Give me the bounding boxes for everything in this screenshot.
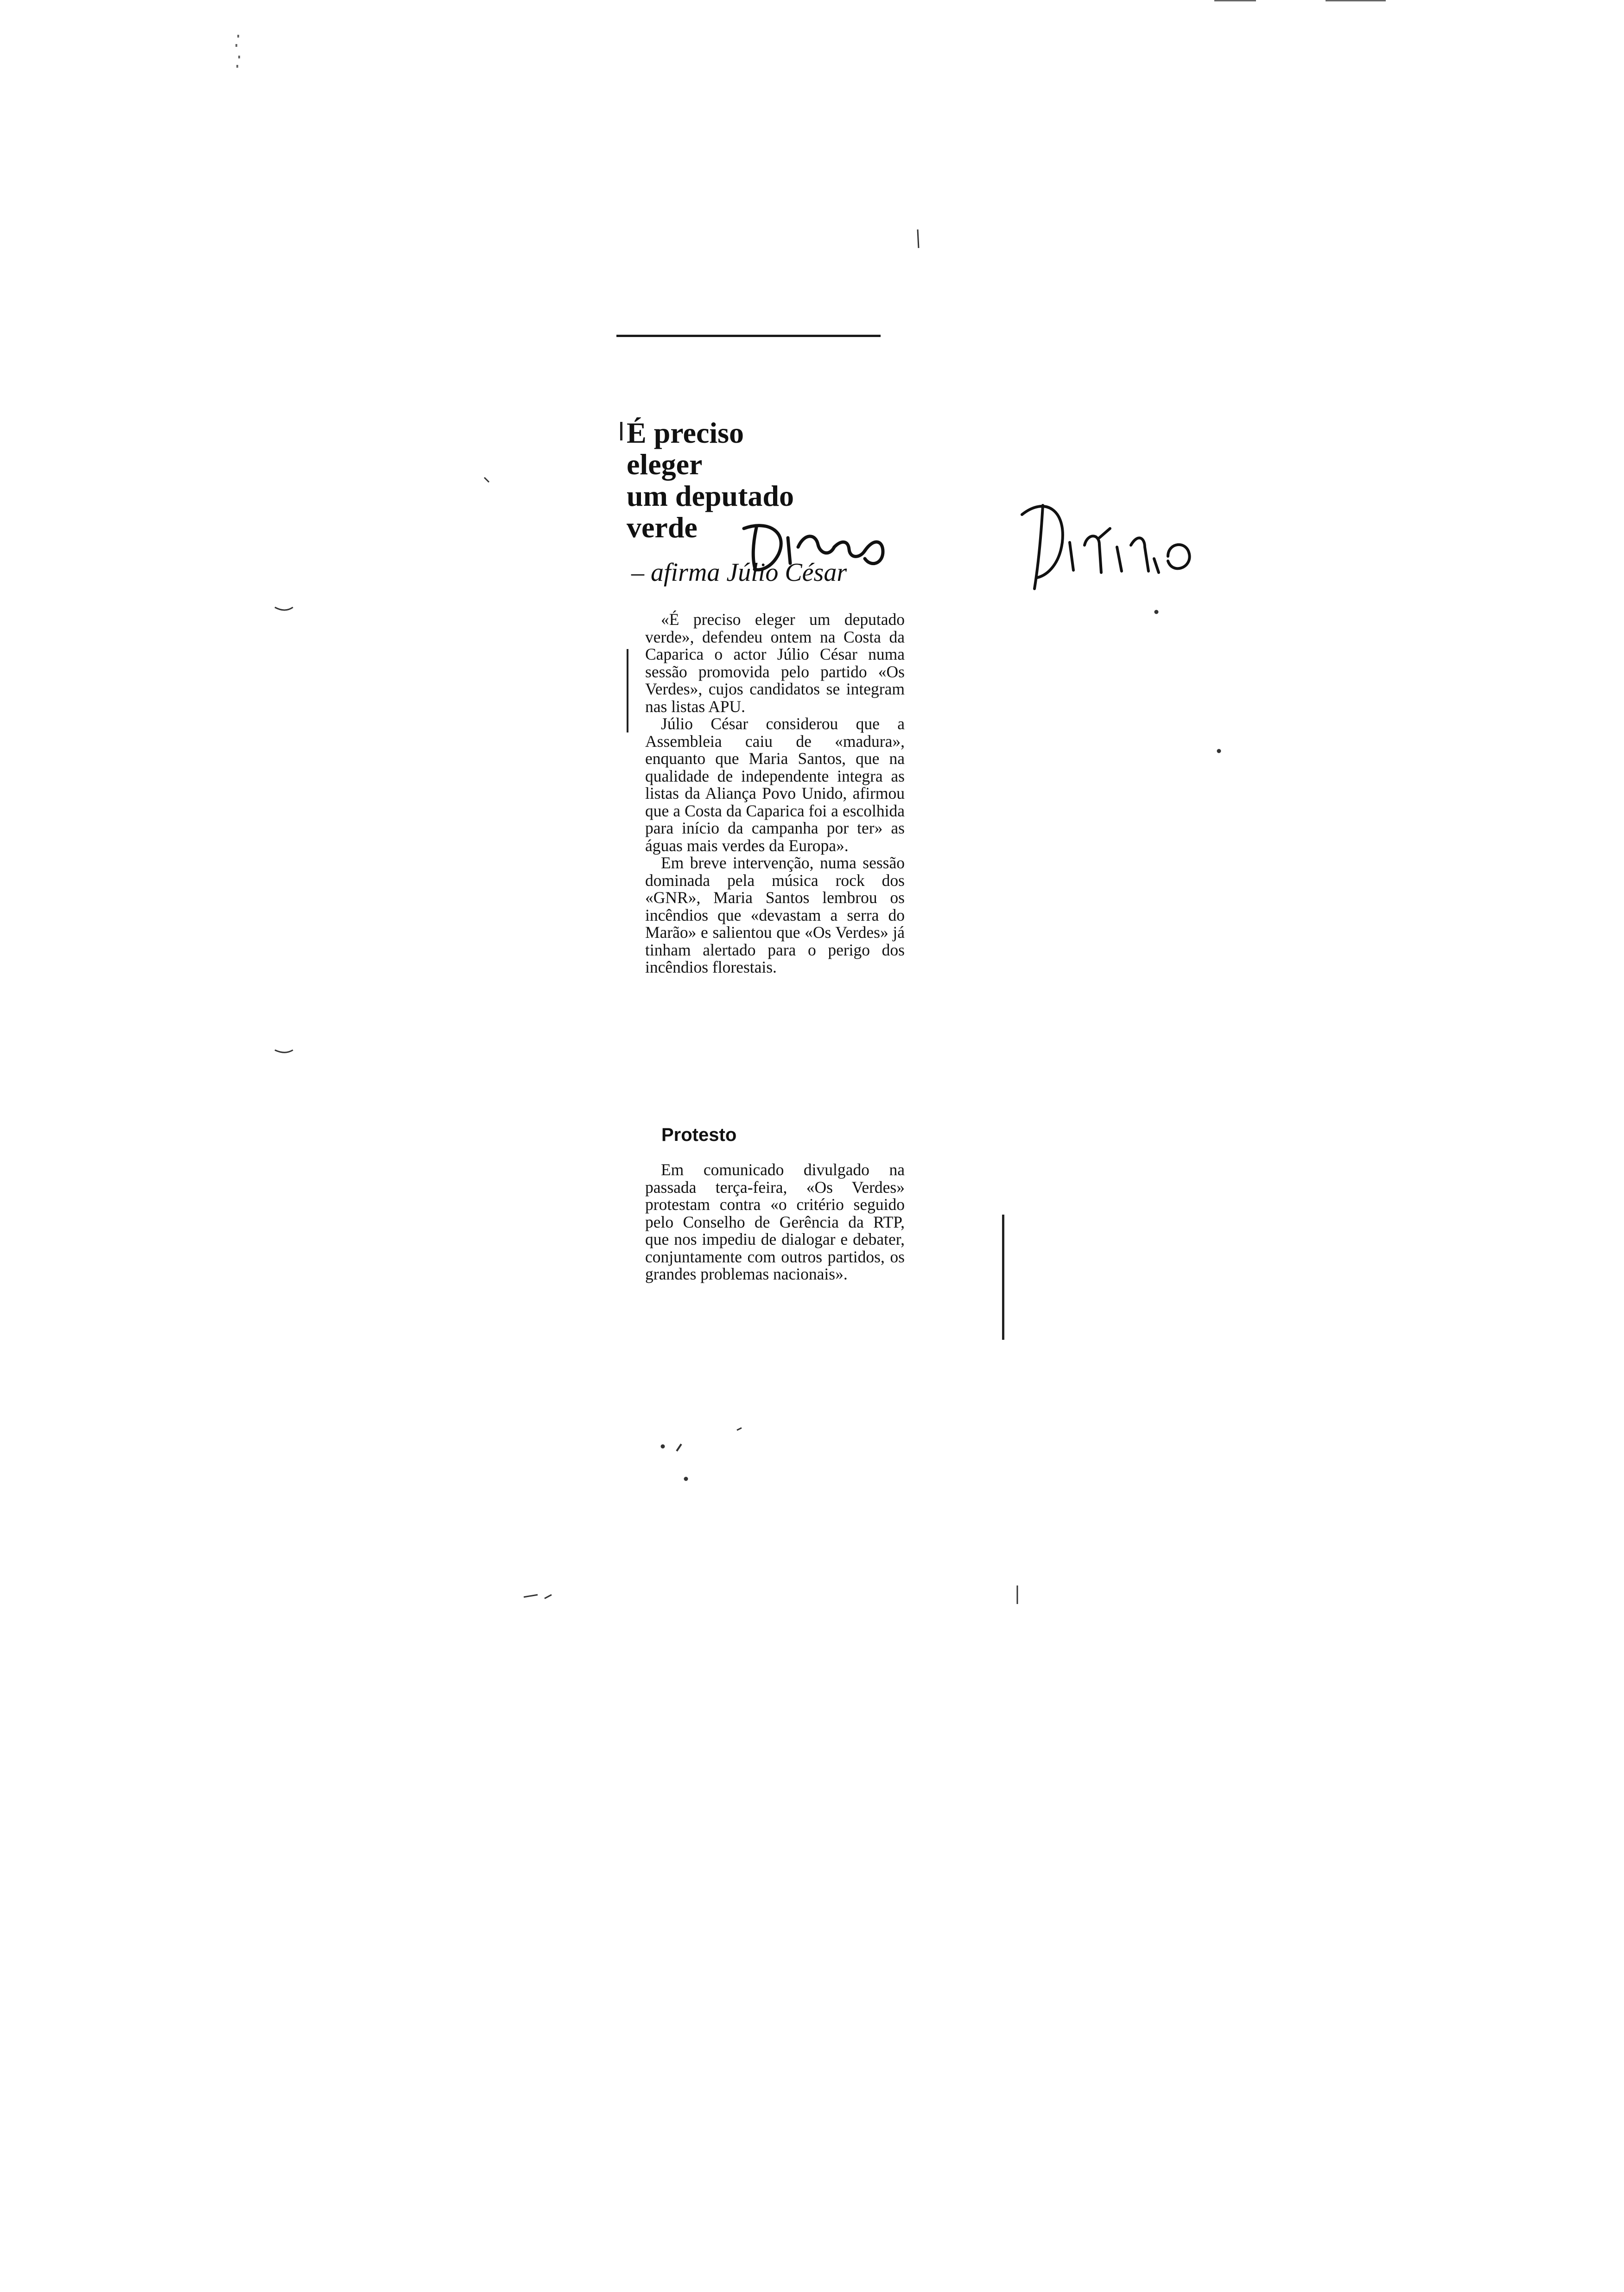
byline: – afirma Júlio César <box>631 558 847 587</box>
handwritten-margin-signature <box>1022 505 1190 589</box>
paragraph-2: Júlio César considerou que a Assembleia caiu de «madura», enquanto que Maria Santos, que na qualidade de independente integra as listas da Aliança Povo Unido, afirmou que a Costa da Caparica foi a escolhida para início da campanha por ter» as águas mais verdes da Europa». <box>645 714 905 855</box>
headline-line-1: É preciso <box>627 416 744 449</box>
headline-line-4: verde <box>627 511 698 544</box>
headline-line-3: um deputado <box>627 479 794 512</box>
paragraph-3: Em breve intervenção, numa sessão dominada pela música rock dos «GNR», Maria Santos lembrou os incêndios que «devastam a serra do Marão» e salientou que «Os Verdes» já tinham alertado para o perigo dos incêndios florestais. <box>645 853 905 976</box>
paragraph-4: Em comunicado divulgado na passada terça-feira, «Os Verdes» protestam contra «o critério seguido pelo Conselho de Gerência da RTP, que nos impediu de dialogar e debater, conjuntamente com outros partidos, os grandes problemas nacionais». <box>645 1160 905 1283</box>
subhead-protesto: Protesto <box>661 1125 737 1145</box>
paragraph-1: «É preciso eleger um deputado verde», defendeu ontem na Costa da Caparica o actor Júlio César numa sessão promovida pelo partido «Os Verdes», cujos candidatos se integram nas listas APU. <box>645 610 905 716</box>
scan-margin-marks <box>235 0 1386 68</box>
scan-specks <box>275 229 1221 1604</box>
headline-line-2: eleger <box>627 448 703 481</box>
handwritten-headline-signature <box>744 526 883 570</box>
